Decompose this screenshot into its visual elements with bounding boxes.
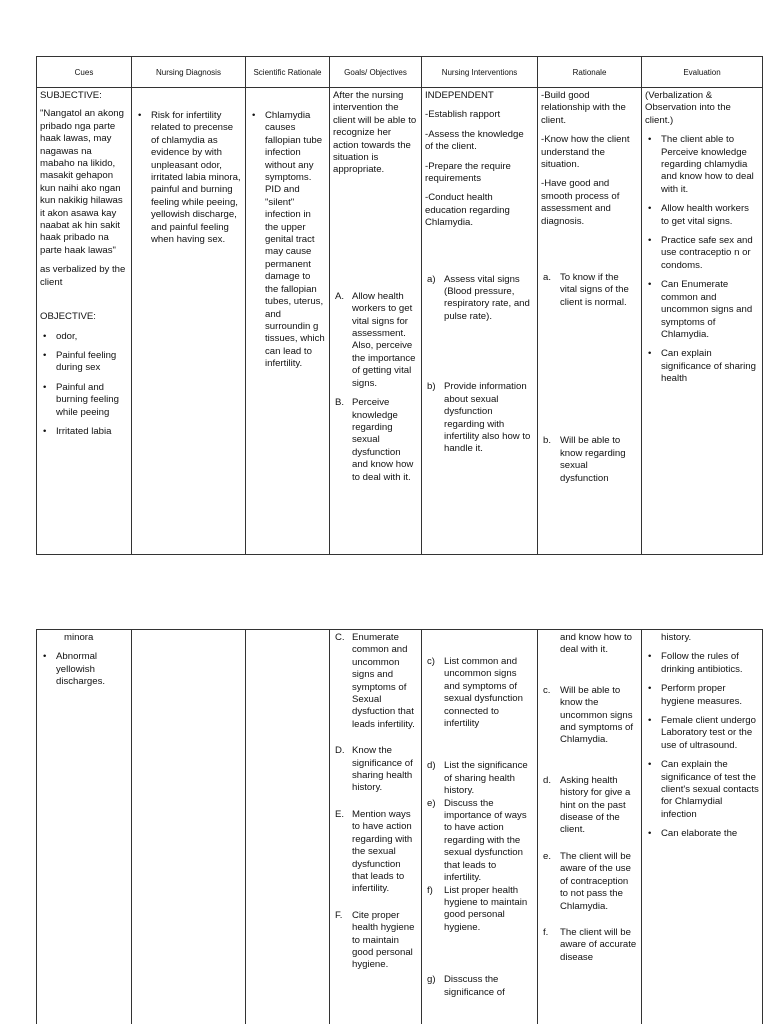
list-item-text: The client will be aware of the use of contraception to not pass the Chlamydia. bbox=[560, 850, 631, 912]
list-item: • odor, bbox=[40, 331, 128, 343]
list-item: • Allow health workers to get vital signs. bbox=[645, 203, 759, 228]
cues-cell bbox=[37, 630, 132, 1024]
list-item bbox=[425, 798, 534, 885]
list-marker: C. bbox=[335, 632, 345, 643]
goals-list bbox=[333, 632, 418, 972]
list-item-text: Assess vital signs (Blood pressure, respiratory rate, and pulse rate). bbox=[444, 273, 530, 322]
list-item bbox=[541, 435, 638, 485]
goals-cell bbox=[330, 88, 422, 555]
care-plan-table-page2 bbox=[36, 629, 763, 1024]
rationale-list bbox=[541, 685, 638, 964]
list-item-text: Will be able to know regarding sexual dysfunction bbox=[560, 435, 626, 484]
interventions-cell bbox=[422, 630, 538, 1024]
list-item bbox=[425, 760, 534, 797]
goals-intro: After the nursing intervention the client will be able to recognize her action towards the situation is appropriate. bbox=[333, 90, 417, 176]
list-item-text: Perceive knowledge regarding sexual dysfunction and know how to deal with it. bbox=[352, 397, 414, 483]
list-marker: f) bbox=[427, 884, 433, 896]
rationale-line: -Build good relationship with the client. bbox=[541, 90, 626, 126]
interventions-list bbox=[425, 656, 534, 999]
list-marker: f. bbox=[543, 926, 549, 938]
intervention-line: -Assess the knowledge of the client. bbox=[425, 128, 524, 153]
list-item-text: The client will be aware of accurate disease bbox=[560, 926, 637, 963]
evaluation-list bbox=[645, 651, 759, 840]
header-evaluation: Evaluation bbox=[642, 57, 763, 88]
independent-label: INDEPENDENT bbox=[425, 90, 494, 101]
scientific-list bbox=[249, 110, 326, 371]
list-item: • Irritated labia bbox=[40, 426, 128, 438]
interventions-cell bbox=[422, 88, 538, 555]
objective-list bbox=[40, 331, 128, 439]
list-item: • Follow the rules of drinking antibiotics. bbox=[645, 651, 759, 676]
list-item bbox=[541, 775, 638, 837]
goals-list bbox=[333, 291, 418, 484]
header-cues: Cues bbox=[37, 57, 132, 88]
cues-cell bbox=[37, 88, 132, 555]
diagnosis-cell bbox=[132, 88, 246, 555]
list-item-text: List common and uncommon signs and symptoms of sexual dysfunction connected to infertility bbox=[444, 656, 523, 730]
list-item-text: Will be able to know the uncommon signs and symptoms of Chlamydia. bbox=[560, 684, 634, 746]
intervention-line: -Establish rapport bbox=[425, 109, 501, 121]
cues-list bbox=[40, 651, 128, 688]
diagnosis-list bbox=[135, 110, 242, 246]
list-item: • Can explain significance of sharing health bbox=[645, 348, 759, 385]
header-nursing-interventions: Nursing Interventions bbox=[422, 57, 538, 88]
list-marker: d) bbox=[427, 760, 436, 772]
scientific-rationale-cell bbox=[246, 88, 330, 555]
list-item bbox=[333, 397, 418, 484]
list-item: • Female client undergo Laboratory test or the use of ultrasound. bbox=[645, 715, 759, 752]
intervention-line: -Conduct health education regarding Chlamydia. bbox=[425, 192, 510, 229]
list-item: • Practice safe sex and use contraceptio n or condoms. bbox=[645, 235, 759, 272]
evaluation-intro: (Verbalization & Observation into the client.) bbox=[645, 90, 731, 126]
list-item: • Chlamydia causes fallopian tube infection without any symptoms. PID and "silent" infection in the upper genital tract may cause permanent damage to the fallopian tubes, uterus, and surroundin g tissues, which can lead to infertility. bbox=[249, 110, 326, 371]
list-item: • Can Enumerate common and uncommon signs and symptoms of Chlamydia. bbox=[645, 279, 759, 341]
subjective-quote: "Nangatol an akong pribado nga parte haak lawas, may nagawas na mabaho na likido, masakit gehapon kun naihi ako ngan kun nakikig hilawas it akon asawa kay naabat ak hin sakit haak pribado na parte haak lawas" bbox=[40, 108, 124, 256]
list-marker: g) bbox=[427, 974, 436, 986]
evaluation-cell bbox=[642, 630, 763, 1024]
table-row bbox=[37, 88, 763, 555]
list-item bbox=[333, 291, 418, 390]
list-item bbox=[333, 910, 418, 972]
list-item-text: List the significance of sharing health history. bbox=[444, 760, 528, 797]
list-item bbox=[541, 272, 638, 309]
subjective-label: SUBJECTIVE: bbox=[40, 90, 102, 101]
list-item: • Risk for infertility related to precense of chlamydia as evidence by with unpleasant odor, irritated labia minora, painful and burning feeling while peeing, yellowish discharge, and painful feeling when having sex. bbox=[135, 110, 242, 246]
scientific-rationale-cell bbox=[246, 630, 330, 1024]
evaluation-cell bbox=[642, 88, 763, 555]
rationale-cell bbox=[538, 88, 642, 555]
list-item bbox=[425, 274, 534, 324]
list-item-text: Know the significance of sharing health history. bbox=[352, 745, 413, 794]
list-item: • Abnormal yellowish discharges. bbox=[40, 651, 128, 688]
list-marker: D. bbox=[335, 745, 345, 757]
list-item bbox=[541, 685, 638, 747]
rationale-cell bbox=[538, 630, 642, 1024]
list-marker: e. bbox=[543, 850, 552, 862]
rationale-list bbox=[541, 272, 638, 485]
list-marker: e) bbox=[427, 797, 436, 809]
evaluation-list bbox=[645, 134, 759, 385]
verbalized-note: as verbalized by the client bbox=[40, 264, 126, 288]
list-item-text: Provide information about sexual dysfunction regarding with infertility also how to handle it. bbox=[444, 381, 531, 455]
list-item-text: Asking health history for give a hint on the past disease of the client. bbox=[560, 774, 631, 836]
list-item bbox=[425, 885, 534, 935]
list-item: • The client able to Perceive knowledge regarding chlamydia and know how to deal with it. bbox=[645, 134, 759, 196]
list-marker: F. bbox=[335, 909, 343, 921]
table-row bbox=[37, 630, 763, 1024]
evaluation-continued: history. bbox=[661, 632, 692, 643]
list-item-text: Discuss the importance of ways to have action regarding with the sexual dysfunction that leads to infertility. bbox=[444, 797, 527, 884]
header-nursing-diagnosis: Nursing Diagnosis bbox=[132, 57, 246, 88]
list-item: • Can explain the significance of test the client's sexual contacts for Chlamydial infection bbox=[645, 759, 759, 821]
list-item: • Can elaborate the bbox=[645, 828, 759, 840]
list-marker: c) bbox=[427, 656, 435, 667]
list-marker: E. bbox=[335, 808, 345, 820]
list-item: • Painful and burning feeling while peeing bbox=[40, 382, 128, 419]
header-scientific-rationale: Scientific Rationale bbox=[246, 57, 330, 88]
table-header-row bbox=[37, 57, 763, 88]
list-marker: a. bbox=[543, 272, 552, 284]
list-item bbox=[333, 809, 418, 896]
list-item bbox=[333, 632, 418, 731]
list-item-text: To know if the vital signs of the client is normal. bbox=[560, 272, 629, 308]
rationale-line: -Know how the client understand the situation. bbox=[541, 134, 630, 171]
care-plan-table-page1 bbox=[36, 56, 763, 555]
list-marker: b. bbox=[543, 435, 552, 447]
objective-label: OBJECTIVE: bbox=[40, 311, 96, 323]
list-item bbox=[425, 381, 534, 455]
cues-continued: minora bbox=[64, 632, 94, 643]
list-marker: b) bbox=[427, 381, 436, 393]
list-item-text: List proper health hygiene to maintain good personal hygiene. bbox=[444, 884, 528, 933]
list-marker: a) bbox=[427, 273, 436, 285]
rationale-continued: and know how to deal with it. bbox=[560, 632, 632, 656]
header-goals-objectives: Goals/ Objectives bbox=[330, 57, 422, 88]
list-marker: B. bbox=[335, 397, 345, 409]
list-marker: c. bbox=[543, 684, 551, 696]
list-item: • Painful feeling during sex bbox=[40, 350, 128, 375]
list-item bbox=[333, 745, 418, 795]
list-item: • Perform proper hygiene measures. bbox=[645, 683, 759, 708]
list-item-text: Disscuss the significance of bbox=[444, 974, 505, 998]
list-item bbox=[541, 851, 638, 913]
list-item bbox=[425, 656, 534, 730]
list-item bbox=[541, 927, 638, 964]
list-marker: A. bbox=[335, 290, 345, 302]
list-item-text: Cite proper health hygiene to maintain good personal hygiene. bbox=[352, 909, 415, 971]
interventions-list bbox=[425, 274, 534, 456]
list-item-text: Mention ways to have action regarding with the sexual dysfunction that leads to infertility. bbox=[352, 808, 413, 895]
list-item-text: Allow health workers to get vital signs for assessment. Also, perceive the importance of getting vital signs. bbox=[352, 290, 416, 389]
header-rationale: Rationale bbox=[538, 57, 642, 88]
goals-cell bbox=[330, 630, 422, 1024]
rationale-line: -Have good and smooth process of assessment and diagnosis. bbox=[541, 178, 620, 227]
list-marker: d. bbox=[543, 774, 552, 786]
list-item-text: Enumerate common and uncommon signs and symptoms of Sexual dysfuction that leads infertility. bbox=[352, 632, 415, 730]
diagnosis-cell bbox=[132, 630, 246, 1024]
list-item bbox=[425, 974, 534, 999]
intervention-line: -Prepare the require requirements bbox=[425, 160, 511, 185]
